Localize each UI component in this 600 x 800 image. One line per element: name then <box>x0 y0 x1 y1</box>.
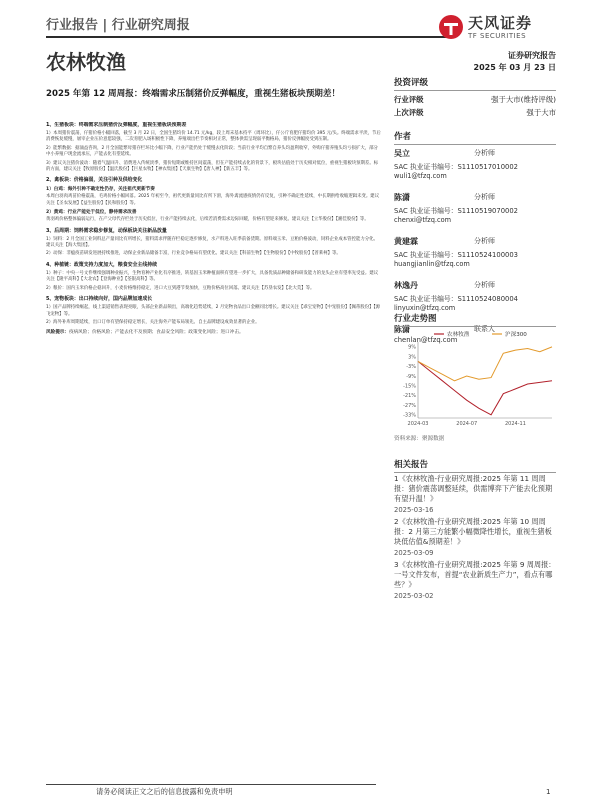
header-divider <box>46 36 448 38</box>
paragraph: 2）海外补库周期延续，出口订单有望保持稳定增长，关注海外产能布局领先、自主品牌建设成效显著的企业。 <box>46 319 260 325</box>
industry-title: 农林牧渔 <box>46 50 126 74</box>
author-role: 分析师 <box>474 149 495 157</box>
section-title: 5、宠物板块：出口持续向好，国内品牌加速成长 <box>46 296 153 303</box>
subsection-title: 2）黄鸡：行业产能处于低位，静待需求改善 <box>46 210 137 216</box>
industry-rating-row <box>394 94 556 107</box>
related-report-date: 2025-03-09 <box>394 549 434 557</box>
rating-heading: 投资评级 <box>394 76 556 91</box>
paragraph: 黄羽鸡价格整体偏弱运行，在产父母代存栏处于历史低位，行业产能持续去化，后续若消费需求边际回暖，价格有望迎来修复。建议关注【立华股份】【湘佳股份】等。 <box>46 217 369 223</box>
author-name: 黄建霖 <box>394 237 418 246</box>
paragraph: 1）种子：中央一号文件继续强调种业振兴，生物育种产业化有序推进，转基因玉米种植面积有望进一步扩大，具备优质品种储备和研发能力的龙头企业有望率先受益。建议关注【隆平高科】【大北农】【登海种业】【荃银高科】等。 <box>46 270 379 283</box>
y-tick-label: -27% <box>403 402 416 409</box>
author-name: 陈潇 <box>394 193 410 202</box>
x-tick-label: 2024-03 <box>407 421 429 427</box>
author-email[interactable]: huangjianlin@tfzq.com <box>394 260 470 268</box>
related-report-link[interactable] <box>394 560 556 601</box>
author-name: 吴立 <box>394 149 410 158</box>
investment-rating-panel <box>394 76 556 120</box>
brand-name-en: TF SECURITIES <box>468 32 527 40</box>
y-tick-label: -9% <box>406 373 416 380</box>
series-line-sector <box>418 361 552 414</box>
y-tick-label: -33% <box>403 412 416 419</box>
y-tick-label: 9% <box>408 344 416 351</box>
series-line-index <box>418 347 552 381</box>
report-type: 证券研究报告 <box>508 51 556 60</box>
risk-warning <box>46 330 382 337</box>
related-reports-list <box>394 474 556 603</box>
author-role: 分析师 <box>474 237 495 245</box>
author-email[interactable]: linyuxin@tfzq.com <box>394 304 456 312</box>
y-tick-label: 3% <box>408 354 416 361</box>
related-reports-heading: 相关报告 <box>394 458 556 473</box>
author-license: SAC 执业证书编号：S1110524080004 <box>394 295 518 303</box>
section-title: 1、生猪板块：终端需求压制猪价反弹幅度，重视生猪板块预期差 <box>46 122 187 128</box>
section-post-cycle <box>46 228 382 258</box>
related-report-title[interactable]: 3《农林牧渔-行业研究周报:2025 年第 9 周周报：一号文件发布，首提“农业新质生产力”，看点有哪些？》 <box>394 560 556 589</box>
legend-label: 农林牧渔 <box>447 332 470 338</box>
author-entry <box>394 236 556 280</box>
section-poultry <box>46 177 382 223</box>
paragraph: 2）动保：非瘟疫苗研发进展持续推进，动保企业新品储备丰富，行业竞争格局有望优化。建议关注【科前生物】【生物股份】【中牧股份】【普莱柯】等。 <box>46 251 341 257</box>
author-email[interactable]: chenxi@tfzq.com <box>394 216 452 224</box>
author-email[interactable]: wuli1@tfzq.com <box>394 172 447 180</box>
y-tick-label: -3% <box>406 364 416 371</box>
related-report-title[interactable]: 1《农林牧渔-行业研究周报:2025 年第 11 周周报：猪价震荡调整延续，供需博弈下产能去化预期有望升温！》 <box>394 474 553 503</box>
contact-role: 联系人 <box>474 325 495 333</box>
legend-label: 沪深300 <box>505 332 527 338</box>
paragraph: 本周白羽肉鸡苗价格震荡，毛鸡价格小幅回落。2025 年初至今，祖代更新量同比有所下滑，海外禽流感疫情仍有反复，引种不确定性延续，中长期供给收缩逻辑未变。建议关注【圣农发展】【益生股份】【民和股份】等。 <box>46 194 380 206</box>
previous-rating-row <box>394 107 556 120</box>
section-title: 2、禽板块：价格偏弱，关注引种及供给变化 <box>46 177 143 184</box>
contact-email[interactable]: chenlan@tfzq.com <box>394 336 458 344</box>
related-report-date: 2025-03-16 <box>394 506 434 514</box>
paragraph: 2）粮价：国内玉米价格企稳回升，小麦价格维持稳定，进口大豆到港节奏加快，豆粕价格高位回落。建议关注【苏垦农发】【北大荒】等。 <box>46 285 315 291</box>
industry-rating-value: 强于大市(维持评级) <box>491 95 556 104</box>
related-report-link[interactable] <box>394 474 556 515</box>
brand-logo <box>438 10 556 46</box>
report-date: 2025 年 03 月 23 日 <box>473 63 556 72</box>
paragraph: 1）本周猪价震荡，仔猪价格小幅回落，截至 3 月 22 日，全国生猪均价 14.71 元/kg，较上周末基本持平（周环比），仔公斤育肥仔猪均价 395 元/头。终端需求平淡，节后消费恢复缓慢，屠宰企业压价意愿较强，二次育肥入场积极性下降，养殖端出栏节奏相对正常，整体供需呈现弱平衡格局，猪价反弹幅度受到压制。 <box>46 131 381 143</box>
risk-text: 疫病风险；价格风险；产能去化不及预期；食品安全风险；政策变化风险；进口冲击。 <box>68 330 244 336</box>
report-category: 行业报告 | 行业研究周报 <box>46 18 190 33</box>
previous-rating-label: 上次评级 <box>394 108 424 117</box>
tf-logo-icon <box>438 14 464 40</box>
author-entry <box>394 192 556 236</box>
related-report-link[interactable] <box>394 517 556 558</box>
related-report-title[interactable]: 2《农林牧渔-行业研究周报:2025 年第 10 周周报：2 月第三方能繁小幅微降性增长，重视生猪板块低估值&预期差！》 <box>394 517 552 546</box>
page-number: 1 <box>546 787 551 796</box>
author-role: 分析师 <box>474 193 495 201</box>
authors-heading: 作者 <box>394 130 556 145</box>
section-title: 4、种植链：政策支持力度加大，粮食安全主线持续 <box>46 261 157 268</box>
y-tick-label: -21% <box>403 393 416 400</box>
author-license: SAC 执业证书编号：S1110524100003 <box>394 251 518 259</box>
subsection-title: 1）白鸡：海外引种不确定性仍存，关注祖代更新节奏 <box>46 187 155 193</box>
paragraph: 3）建议关注猪价波动：随着气温回升、消费进入传统淡季，猪价短期或维持区间震荡，但在产能持续去化的背景下，板块估值处于历史相对低位，重视生猪板块预期差。标的方面，建议关注【牧原股份】【温氏股份】【巨星农牧】【神农集团】【天康生物】【唐人神】【新五丰】等。 <box>46 160 379 173</box>
footer-divider <box>46 784 376 785</box>
author-license: SAC 执业证书编号：S1110517010002 <box>394 163 518 171</box>
trend-heading: 行业走势图 <box>394 312 556 327</box>
section-title: 3、后周期：饲料需求稳步修复，动保板块关注新品放量 <box>46 227 167 234</box>
report-body <box>46 122 382 732</box>
previous-rating-value: 强于大市 <box>526 108 556 117</box>
x-tick-label: 2024-07 <box>456 421 478 427</box>
paragraph: 2）能繁数据：据涌益咨询，2 月全国能繁母猪存栏环比小幅下降，行业产能仍处于缓慢去化阶段；当前行业平均自繁自养头均盈利收窄，外购仔猪养殖头均亏损扩大，部分中小养殖户现金流承压，产能去化有望延续。 <box>46 145 378 158</box>
risk-label: 风险提示： <box>46 330 69 336</box>
author-license: SAC 执业证书编号：S1110519070002 <box>394 207 518 215</box>
section-planting <box>46 262 382 292</box>
brand-name-cn: 天风证券 <box>468 14 533 32</box>
y-tick-label: -15% <box>403 383 416 390</box>
section-pet <box>46 296 382 326</box>
author-role: 分析师 <box>474 281 495 289</box>
footer-disclaimer: 请务必阅读正文之后的信息披露和免责申明 <box>96 787 233 796</box>
industry-rating-label: 行业评级 <box>394 95 424 104</box>
section-hog <box>46 122 382 173</box>
industry-trend-chart <box>394 328 556 430</box>
author-entry <box>394 148 556 192</box>
x-tick-label: 2024-11 <box>505 421 526 427</box>
report-headline: 2025 年第 12 周周报：终端需求压制猪价反弹幅度，重视生猪板块预期差！ <box>46 89 341 99</box>
paragraph: 1）饲料：2 月全国工业饲料总产量同比有所增长，猪料需求伴随存栏稳定逐步修复，水产料进入旺季前备货期。原料端玉米、豆粕价格波动，饲料企业成本管控能力分化。建议关注【海大集团】。 <box>46 236 378 249</box>
related-report-date: 2025-03-02 <box>394 592 434 600</box>
author-name: 林逸丹 <box>394 281 418 290</box>
paragraph: 1）国产品牌持续崛起，线上渠道销售表现亮眼，头部企业新品频出，高端化趋势延续，2 月宠物食品出口金额同比增长。建议关注【乖宝宠物】【中宠股份】【佩蒂股份】【源飞宠物】等。 <box>46 305 381 317</box>
chart-source: 资料来源：聚源数据 <box>394 436 445 442</box>
contact-name: 陈潇 <box>394 325 410 334</box>
